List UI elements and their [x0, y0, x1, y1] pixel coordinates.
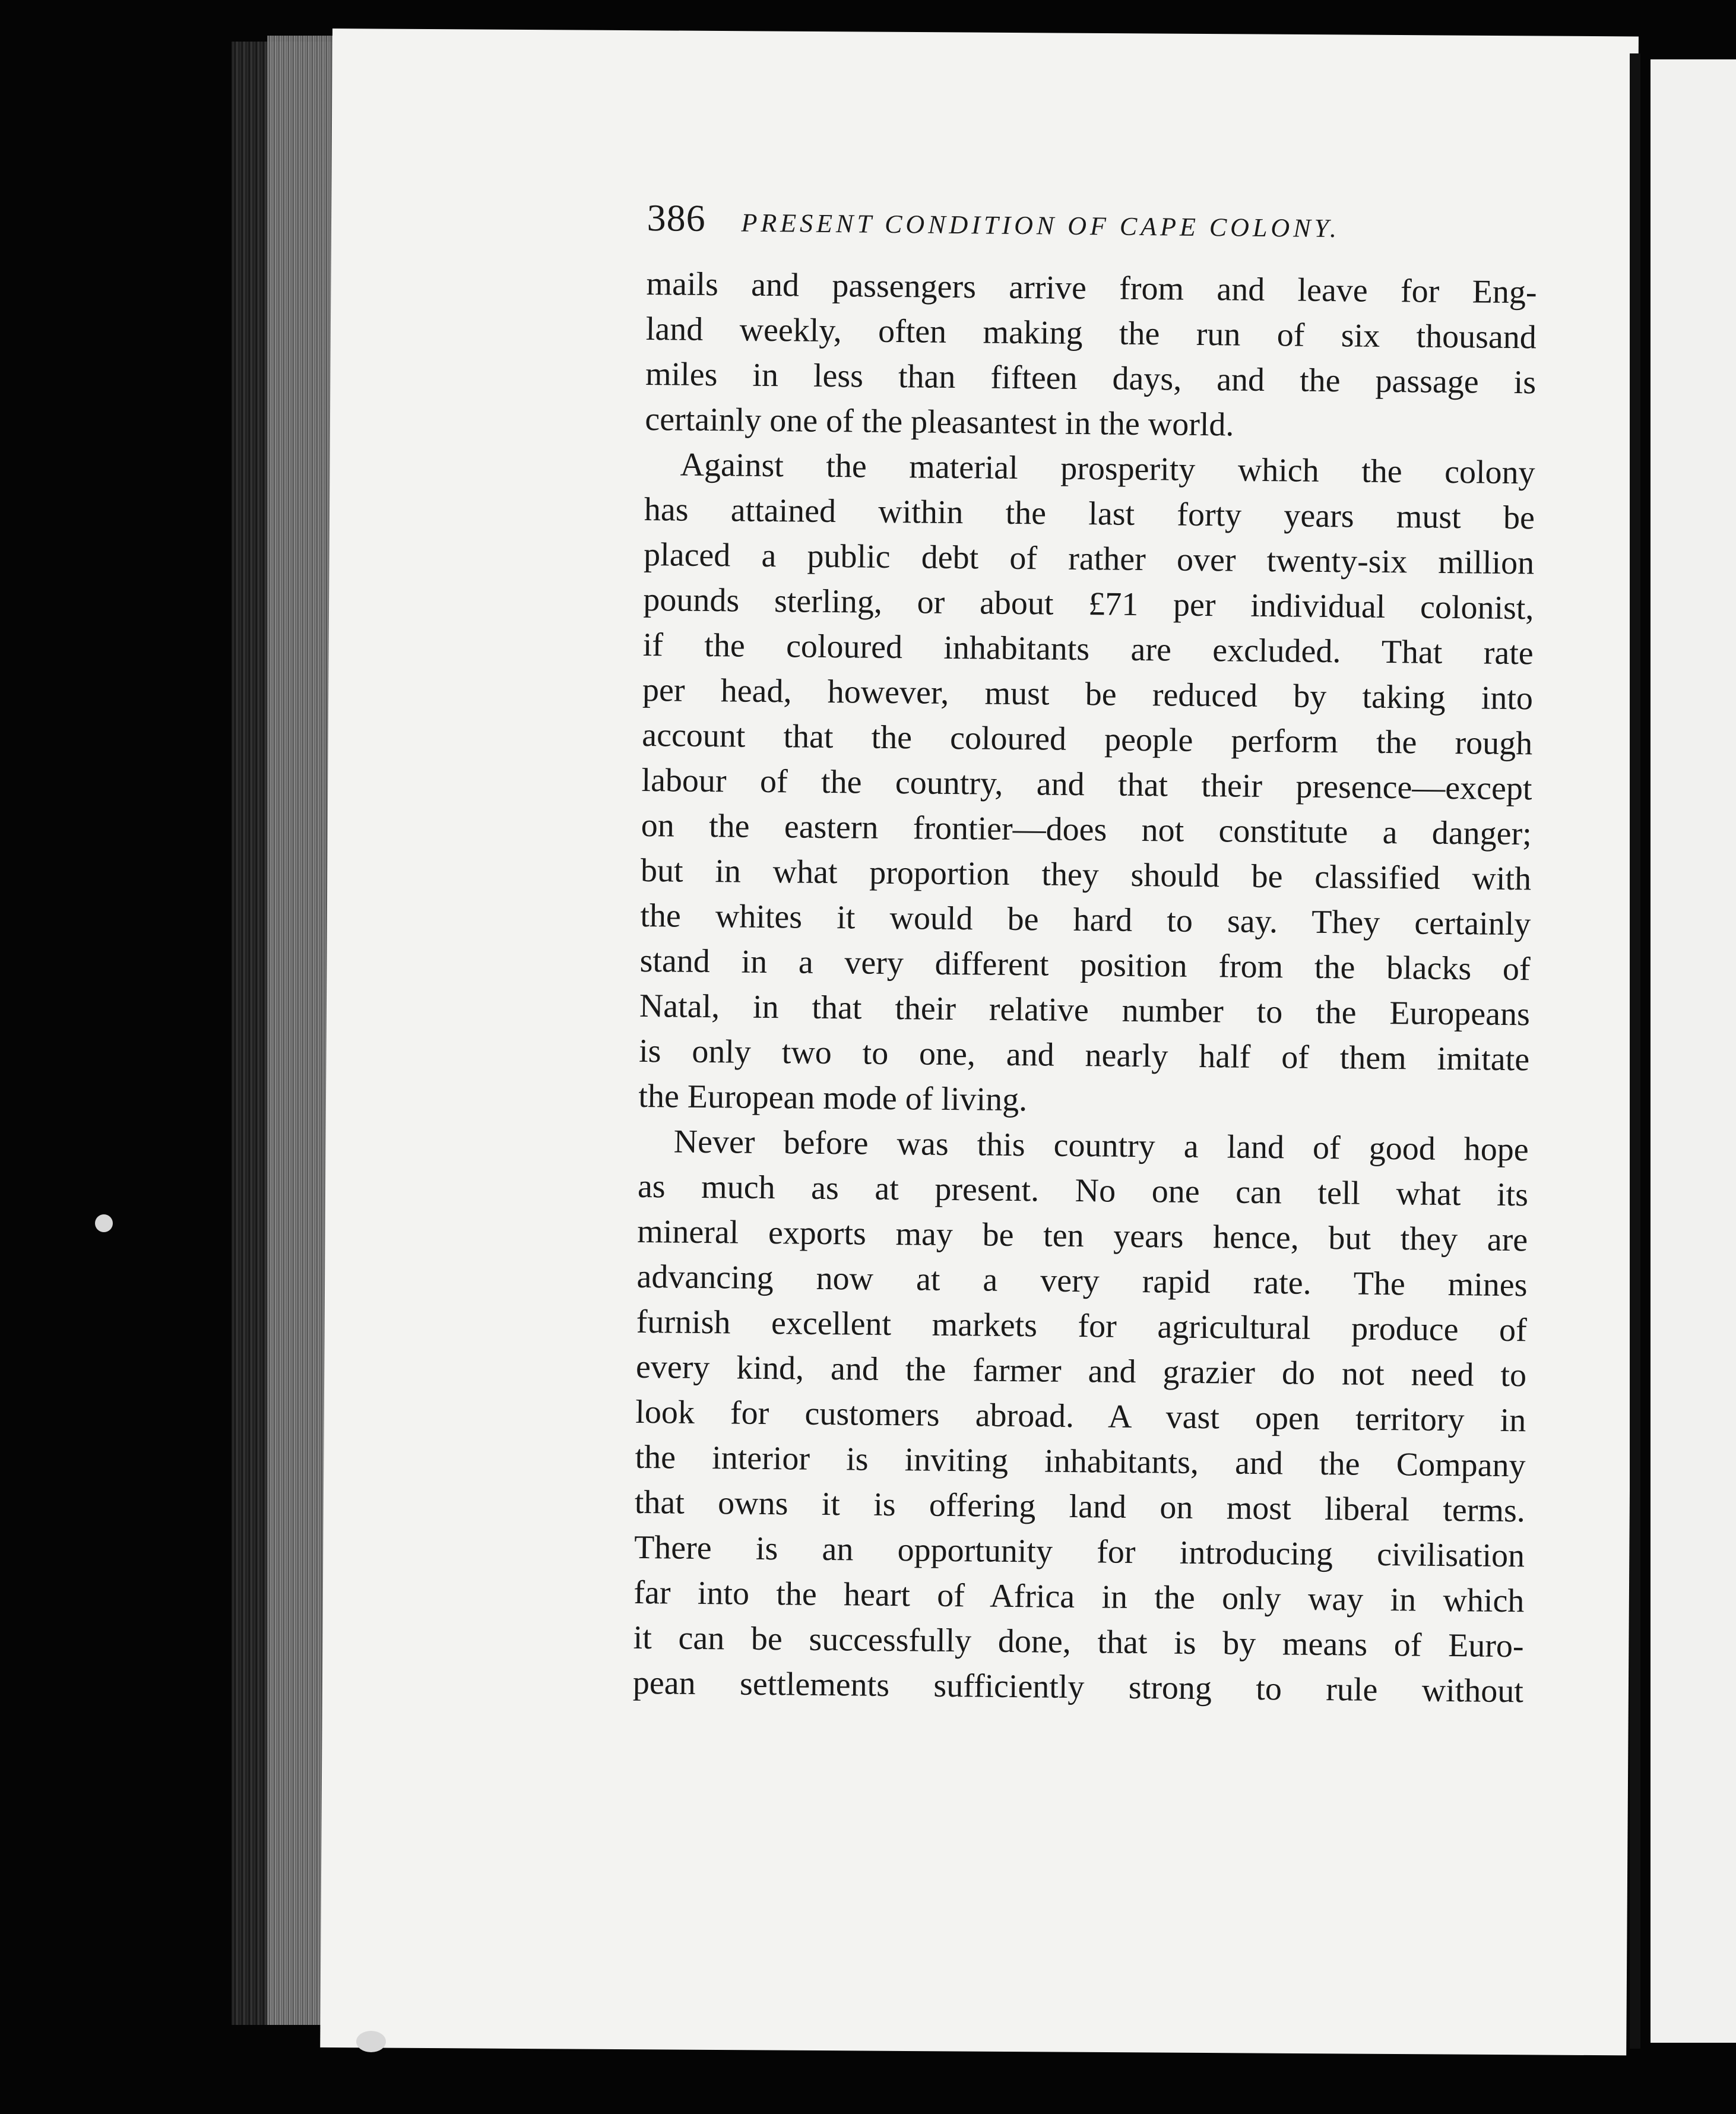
dust-speck: [356, 2031, 386, 2052]
running-head: [647, 196, 1538, 258]
text-line: Never before was this country a land of good hope: [673, 1123, 1529, 1169]
text-line: the European mode of living.: [638, 1077, 1028, 1119]
dust-speck: [95, 1214, 113, 1232]
text-line: account that the coloured people perform the rough: [641, 716, 1533, 762]
text-line: on the eastern frontier—does not constitute a danger;: [641, 806, 1532, 853]
text-line: labour of the country, and that their presence—except: [641, 761, 1532, 808]
text-line: pounds sterling, or about £71 per individual colonist,: [643, 581, 1534, 627]
text-line: if the coloured inhabitants are excluded. That rate: [642, 626, 1534, 672]
text-line: mails and passengers arrive from and leave for Eng-: [646, 265, 1537, 311]
text-line: stand in a very different position from the blacks of: [639, 942, 1531, 988]
running-title: PRESENT CONDITION OF CAPE COLONY.: [741, 208, 1341, 243]
text-line: that owns it is offering land on most liberal terms.: [634, 1483, 1526, 1530]
text-line: Natal, in that their relative number to the Europeans: [639, 987, 1531, 1033]
text-line: There is an opportunity for introducing civilisation: [633, 1528, 1525, 1575]
text-line: furnish excellent markets for agricultural produce of: [636, 1303, 1528, 1349]
text-line: the interior is inviting inhabitants, and the Company: [635, 1438, 1526, 1485]
text-line: mineral exports may be ten years hence, but they are: [636, 1213, 1528, 1259]
text-line: placed a public debt of rather over twenty-six million: [643, 536, 1535, 582]
page-text-block: [633, 196, 1538, 1714]
text-line: miles in less than fifteen days, and the passage is: [645, 355, 1537, 401]
text-line: per head, however, must be reduced by taking into: [642, 671, 1534, 717]
text-line: look for customers abroad. A vast open territory in: [635, 1393, 1526, 1439]
text-line: as much as at present. No one can tell what its: [637, 1167, 1529, 1214]
next-page-edge: [1651, 59, 1736, 2043]
text-line: has attained within the last forty years must be: [644, 490, 1535, 537]
text-line: every kind, and the farmer and grazier do not need to: [635, 1348, 1527, 1394]
text-line: pean settlements sufficiently strong to rule without: [632, 1664, 1524, 1710]
text-line: it can be successfully done, that is by means of Euro-: [633, 1619, 1524, 1665]
text-line: is only two to one, and nearly half of them imitate: [638, 1032, 1530, 1078]
text-line: the whites it would be hard to say. They certainly: [640, 897, 1531, 943]
text-line: but in what proportion they should be classified with: [640, 852, 1532, 898]
text-line: land weekly, often making the run of six thousand: [645, 310, 1537, 356]
text-line: far into the heart of Africa in the only way in which: [633, 1574, 1525, 1620]
page-number: 386: [647, 196, 706, 239]
text-line: certainly one of the pleasantest in the world.: [645, 400, 1234, 444]
text-line: advancing now at a very rapid rate. The mines: [636, 1258, 1528, 1304]
text-line: Against the material prosperity which the colony: [680, 446, 1535, 492]
gutter-shadow: [1630, 53, 1640, 2049]
